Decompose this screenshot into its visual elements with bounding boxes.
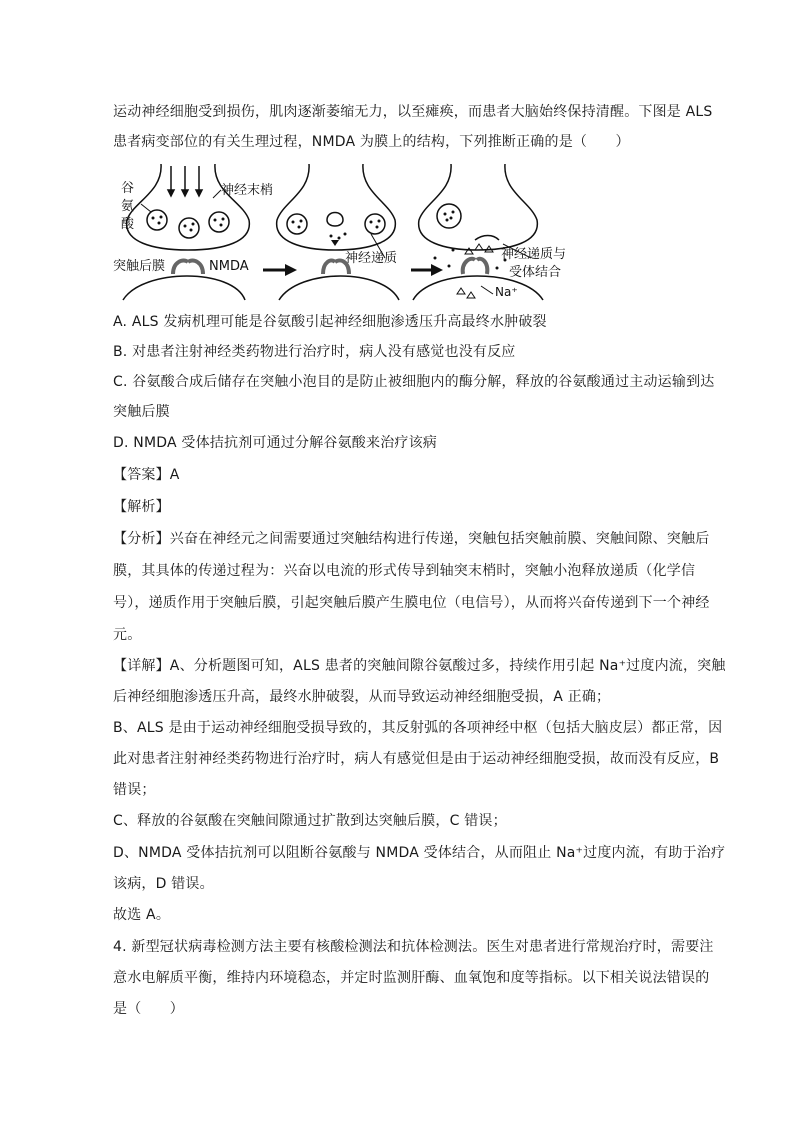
question-4-line-1: 4. 新型冠状病毒检测方法主要有核酸检测法和抗体检测法。医生对患者进行常规治疗时，需要注: [113, 939, 714, 955]
detail-line-2: 后神经细胞渗透压升高，最终水肿破裂，从而导致运动神经细胞受损，A 正确；: [113, 689, 611, 705]
label-postsynaptic: 突触后膜: [113, 259, 166, 274]
label-glutamate-1: 谷: [121, 181, 135, 196]
detail-line-5: 错误；: [113, 782, 156, 798]
fenxi-line-4: 元。: [113, 627, 142, 643]
label-binding-2: 受体结合: [509, 265, 562, 280]
detail-line-4: 此对患者注射神经类药物进行治疗时，病人有感觉但是由于运动神经细胞受损，故而没有反应，B: [113, 751, 720, 767]
option-b: B. 对患者注射神经类药物进行治疗时，病人没有感觉也没有反应: [113, 344, 516, 360]
synapse-figure: [113, 162, 623, 304]
question-4-line-3: 是（ ）: [113, 1001, 184, 1017]
fenxi-line-3: 号），递质作用于突触后膜，引起突触后膜产生膜电位（电信号），从而将兴奋传递到下一个神经: [113, 595, 710, 611]
answer: 【答案】A: [113, 467, 180, 483]
panel-2-dots: [292, 220, 381, 247]
detail-line-7: D、NMDA 受体拮抗剂可以阻断谷氨酸与 NMDA 受体结合，从而阻止 Na⁺过度内流，有助于治疗: [113, 845, 726, 861]
question-4-line-2: 意水电解质平衡，维持内环境稳态，并定时监测肝酶、血氧饱和度等指标。以下相关说法错误的: [113, 970, 710, 986]
fenxi-line-2: 膜，其具体的传递过程为：兴奋以电流的形式传导到轴突末梢时，突触小泡释放递质（化学信: [113, 563, 696, 579]
label-neurotransmitter: 神经递质: [345, 251, 398, 266]
option-c-line-2: 突触后膜: [113, 404, 170, 420]
detail-line-6: C、释放的谷氨酸在突触间隙通过扩散到达突触后膜，C 错误；: [113, 813, 507, 829]
detail-line-3: B、ALS 是由于运动神经细胞受损导致的，其反射弧的各项神经中枢（包括大脑皮层）都正常，因: [113, 720, 723, 736]
analysis-title: 【解析】: [113, 499, 170, 515]
option-d: D. NMDA 受体拮抗剂可通过分解谷氨酸来治疗该病: [113, 435, 437, 451]
option-c-line-1: C. 谷氨酸合成后储存在突触小泡目的是防止被细胞内的酶分解，释放的谷氨酸通过主动运输到达: [113, 374, 715, 390]
label-na: Na⁺: [495, 285, 518, 299]
detail-line-8: 该病，D 错误。: [113, 876, 214, 892]
label-nmda: NMDA: [209, 259, 249, 274]
label-glutamate-3: 酸: [121, 217, 135, 232]
arrow-1: [263, 264, 297, 276]
fenxi-line-1: 【分析】兴奋在神经元之间需要通过突触结构进行传递，突触包括突触前膜、突触间隙、突触后: [113, 531, 710, 547]
label-nerve-ending: 神经末梢: [221, 183, 274, 198]
label-glutamate-2: 氨: [121, 199, 135, 214]
option-a: A. ALS 发病机理可能是谷氨酸引起神经细胞渗透压升高最终水肿破裂: [113, 314, 547, 330]
detail-line-9: 故选 A。: [113, 907, 171, 923]
detail-line-1: 【详解】A、分析题图可知，ALS 患者的突触间隙谷氨酸过多，持续作用引起 Na⁺过度内流，突触: [113, 658, 726, 674]
label-binding-1: 神经递质与: [501, 247, 567, 262]
panel-2: [277, 164, 399, 300]
intro-line-2: 患者病变部位的有关生理过程，NMDA 为膜上的结构，下列推断正确的是（ ）: [113, 134, 630, 150]
intro-line-1: 运动神经细胞受到损伤，肌肉逐渐萎缩无力，以至瘫痪，而患者大脑始终保持清醒。下图是 ALS: [113, 104, 713, 120]
arrow-2: [411, 264, 443, 276]
synapse-diagram: [113, 162, 623, 304]
